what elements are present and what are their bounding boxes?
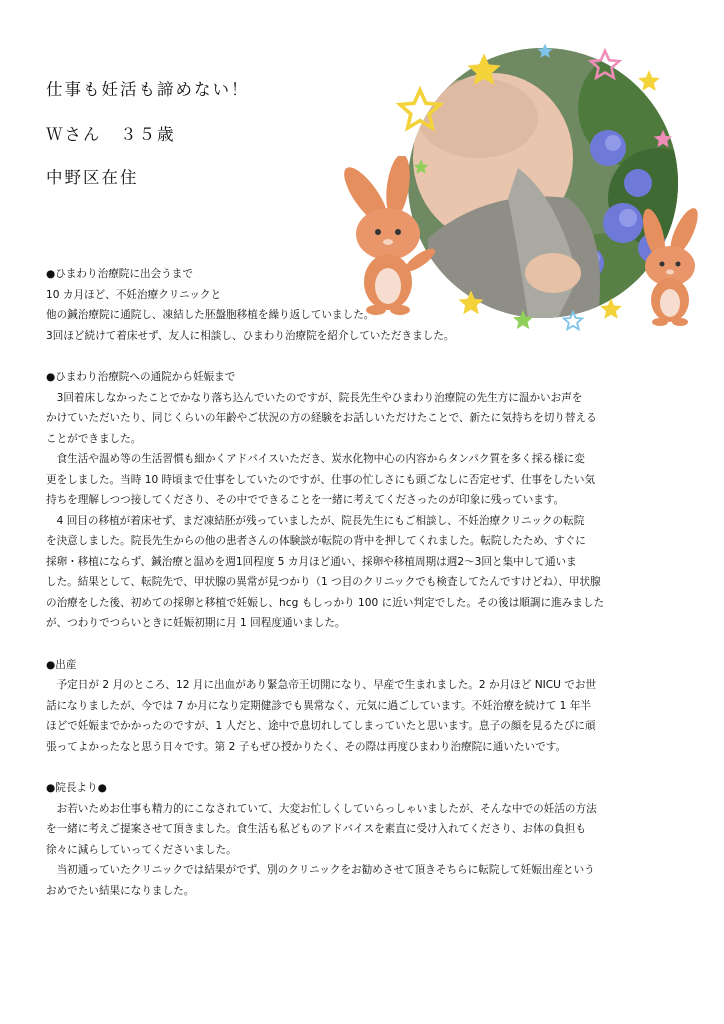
- section-heading: ●院長より●: [46, 782, 107, 794]
- client-residence: 中野区在住: [46, 168, 139, 187]
- section-director-comment: [46, 778, 682, 901]
- section-heading: ●ひまわり治療院に出会うまで: [46, 268, 193, 280]
- text-line: 他の鍼治療院に通院し、凍結した胚盤胞移植を繰り返していました。: [46, 309, 375, 321]
- text-line: が、つわりでつらいときに妊娠初期に月 1 回程度通いました。: [46, 617, 346, 629]
- text-line: 食生活や温め等の生活習慣も細かくアドバイスいただき、炭水化物中心の内容からタンパク質を多く採る様に変: [46, 453, 585, 465]
- client-name-age: Ｗさん ３５歳: [46, 125, 176, 144]
- star-icon: [636, 68, 662, 94]
- text-line: 当初通っていたクリニックでは結果がでず、別のクリニックをお勧めさせて頂きそちらに転院して妊娠出産という: [46, 864, 595, 876]
- text-line: した。結果として、転院先で、甲状腺の異常が見つかり（1 つ目のクリニックでも検査してたんですけどね）、甲状腺: [46, 576, 601, 588]
- text-line: 3回着床しなかったことでかなり落ち込んでいたのですが、院長先生やひまわり治療院の先生方に温かいお声を: [46, 391, 583, 404]
- text-line: を決意しました。院長先生からの他の患者さんの体験談が転院の背中を押してくれました。転院したため、すぐに: [46, 535, 586, 547]
- text-line: おめでたい結果になりました。: [46, 884, 195, 897]
- text-line: 話になりましたが、今では 7 か月になり定期健診でも異常なく、元気に過ごしています。不妊治療を続けて 1 年半: [46, 699, 591, 712]
- text-line: 10 カ月ほど、不妊治療クリニックと: [46, 288, 222, 301]
- text-line: 持ちを理解しつつ接してくださり、その中でできることを一緒に考えてくださったのが印象に残っています。: [46, 494, 565, 506]
- section-treatment-to-pregnancy: [46, 367, 682, 634]
- text-line: 予定日が 2 月のところ、12 月に出血があり緊急帝王切開になり、早産で生まれました。2 か月ほど NICU でお世: [46, 679, 597, 691]
- text-line: ことができました。: [46, 432, 142, 445]
- text-line: かけていただいたり、同じくらいの年齢やご状況の方の経験をお話しいただけたことで、新たに気持ちを切り替える: [46, 412, 597, 424]
- section-heading: ●出産: [46, 658, 77, 671]
- section-heading: ●ひまわり治療院への通院から妊娠まで: [46, 371, 236, 383]
- section-birth: [46, 655, 682, 758]
- section-before-clinic: [46, 264, 682, 346]
- text-line: を一緒に考えご提案させて頂きました。食生活も私どものアドバイスを素直に受け入れてくださり、お体の負担も: [46, 823, 586, 835]
- star-icon: [652, 128, 674, 150]
- text-line: お若いためお仕事も精力的にこなされていて、大変お忙しくしていらっしゃいましたが、そんな中での妊活の方法: [46, 802, 597, 815]
- text-line: 徐々に減らしていってくださいました。: [46, 843, 237, 856]
- page-title: 仕事も妊活も諦めない！: [46, 80, 250, 99]
- text-line: 張ってよかったなと思う日々です。第 2 子もぜひ授かりたく、その際は再度ひまわり治療院に通いたいです。: [46, 740, 567, 753]
- text-line: 4 回目の移植が着床せず、まだ凍結胚が残っていましたが、院長先生にもご相談し、不妊治療クリニックの転院: [46, 514, 585, 527]
- star-icon: [536, 42, 554, 60]
- star-icon: [464, 50, 504, 90]
- testimonial-body: [46, 264, 682, 901]
- text-line: 更をしました。当時 10 時頃まで仕事をしていたのですが、仕事の忙しさにも頭ごなしに否定せず、仕事をしたい気: [46, 473, 596, 486]
- text-line: 3回ほど続けて着床せず、友人に相談し、ひまわり治療院を紹介していただきました。: [46, 329, 455, 342]
- star-icon: [396, 86, 444, 134]
- text-line: 採卵・移植にならず、鍼治療と温めを週1回程度 5 カ月ほど通い、採卵や移植周期は週2～3回と集中して通いま: [46, 555, 577, 568]
- text-line: の治療をした後、初めての採卵と移植で妊娠し、hcg もしっかり 100 に近い判定でした。その後は順調に進みました: [46, 596, 605, 609]
- star-icon: [588, 48, 622, 82]
- text-line: ほどで妊娠までかかったのですが、1 人だと、途中で息切れしてしまっていたと思います。息子の顔を見るたびに頑: [46, 720, 596, 732]
